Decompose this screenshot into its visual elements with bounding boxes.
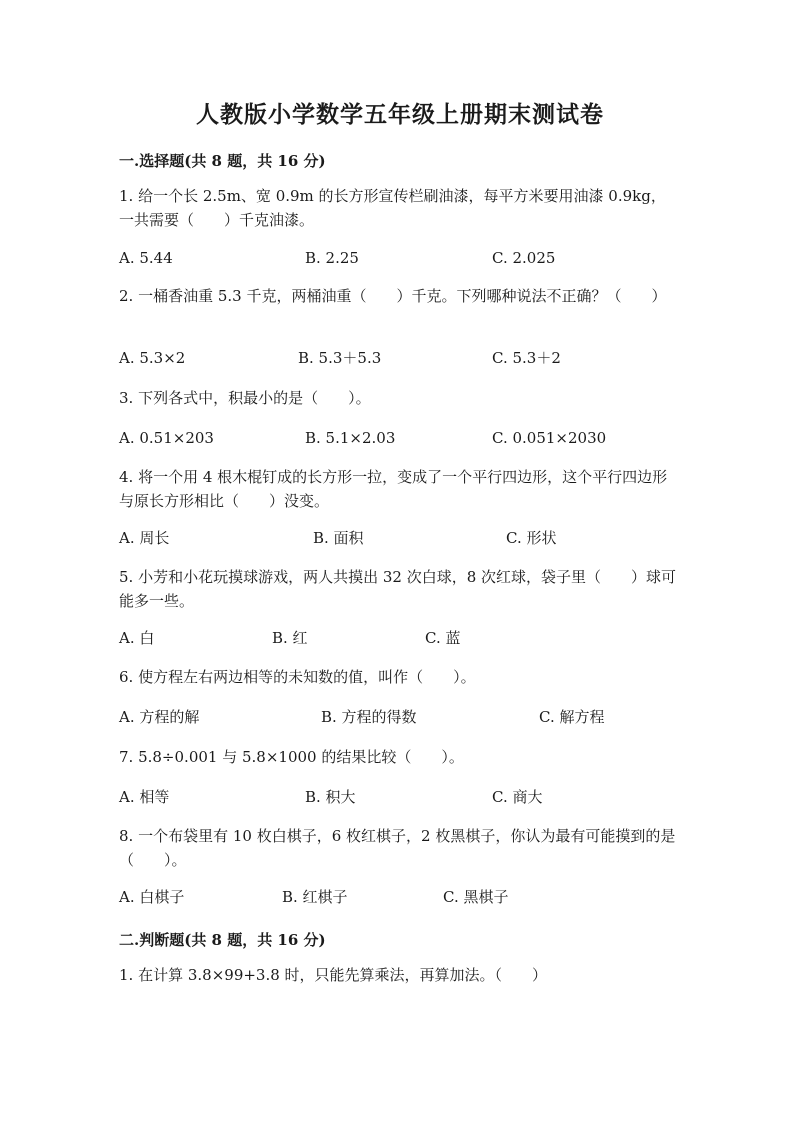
options-row — [0, 526, 800, 550]
option-a: A. 相等 — [119, 788, 170, 806]
question-text: 5. 小芳和小花玩摸球游戏，两人共摸出 32 次白球，8 次红球，袋子里（ ）球可能多一些。 — [119, 568, 677, 610]
option-b: B. 方程的得数 — [321, 708, 417, 726]
option-b: B. 2.25 — [305, 249, 359, 267]
option-b: B. 面积 — [313, 529, 364, 547]
section-heading-judgment: 二.判断题(共 8 题，共 16 分) — [119, 931, 326, 949]
question-text: 8. 一个布袋里有 10 枚白棋子，6 枚红棋子，2 枚黑棋子，你认为最有可能摸到的是（ ）。 — [119, 827, 676, 869]
option-a: A. 0.51×203 — [119, 429, 214, 447]
option-c: C. 蓝 — [425, 629, 461, 647]
question-text: 1. 在计算 3.8×99+3.8 时，只能先算乘法，再算加法。（ ） — [119, 966, 548, 984]
options-row — [0, 885, 800, 909]
option-c: C. 黑棋子 — [443, 888, 509, 906]
options-row — [0, 785, 800, 809]
option-a: A. 周长 — [119, 529, 170, 547]
options-row — [0, 246, 800, 270]
options-row — [0, 626, 800, 650]
question-text: 2. 一桶香油重 5.3 千克，两桶油重（ ）千克。下列哪种说法不正确？（ ） — [119, 287, 667, 305]
question-text: 7. 5.8÷0.001 与 5.8×1000 的结果比较（ ）。 — [119, 748, 464, 766]
option-b: B. 5.3＋5.3 — [298, 349, 382, 367]
options-row — [0, 426, 800, 450]
option-a: A. 白棋子 — [119, 888, 185, 906]
question-text: 1. 给一个长 2.5m、宽 0.9m 的长方形宣传栏刷油漆，每平方米要用油漆 0.9kg，一共需要（ ）千克油漆。 — [119, 187, 666, 229]
options-row — [0, 346, 800, 370]
option-a: A. 5.44 — [119, 249, 173, 267]
question-text: 6. 使方程左右两边相等的未知数的值，叫作（ ）。 — [119, 668, 476, 686]
question-text: 4. 将一个用 4 根木棍钉成的长方形一拉，变成了一个平行四边形，这个平行四边形与原长方形相比（ ）没变。 — [119, 468, 668, 510]
option-a: A. 白 — [119, 629, 155, 647]
option-c: C. 0.051×2030 — [492, 429, 607, 447]
section-heading-choice: 一.选择题(共 8 题，共 16 分) — [119, 152, 326, 170]
page-title: 人教版小学数学五年级上册期末测试卷 — [196, 101, 604, 128]
option-b: B. 5.1×2.03 — [305, 429, 396, 447]
option-c: C. 形状 — [506, 529, 557, 547]
option-c: C. 2.025 — [492, 249, 556, 267]
question-text: 3. 下列各式中，积最小的是（ ）。 — [119, 389, 371, 407]
option-b: B. 积大 — [305, 788, 356, 806]
option-a: A. 方程的解 — [119, 708, 200, 726]
option-b: B. 红棋子 — [282, 888, 348, 906]
option-c: C. 商大 — [492, 788, 543, 806]
option-a: A. 5.3×2 — [119, 349, 186, 367]
option-b: B. 红 — [272, 629, 308, 647]
option-c: C. 5.3＋2 — [492, 349, 561, 367]
option-c: C. 解方程 — [539, 708, 605, 726]
options-row — [0, 705, 800, 729]
